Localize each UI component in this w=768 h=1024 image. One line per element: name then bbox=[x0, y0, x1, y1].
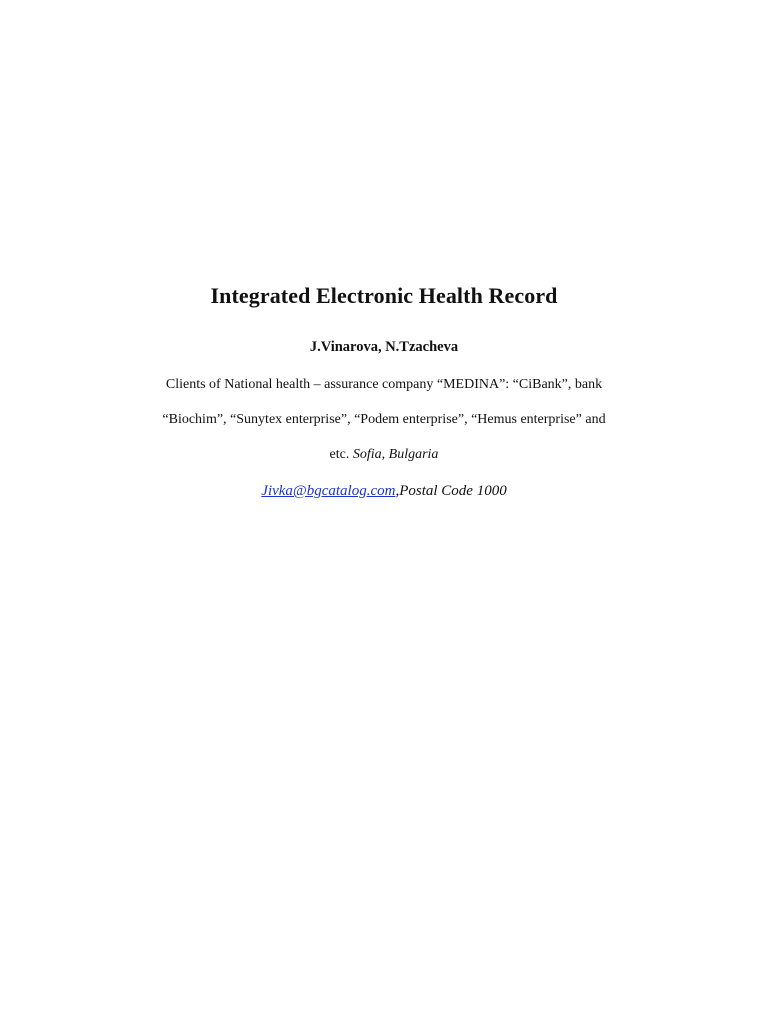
affiliation-line-3-prefix: etc. bbox=[329, 447, 353, 462]
contact-line bbox=[0, 483, 768, 500]
paper-title: Integrated Electronic Health Record bbox=[210, 283, 558, 308]
author-names: J.Vinarova, N.Tzacheva bbox=[309, 339, 459, 355]
postal-code-text: ,Postal Code 1000 bbox=[395, 483, 507, 499]
affiliation-line-3 bbox=[0, 447, 768, 463]
affiliation-line-1: Clients of National health – assurance company “MEDINA”: “CiBank”, bank bbox=[165, 377, 603, 392]
affiliation-line-2: “Biochim”, “Sunytex enterprise”, “Podem enterprise”, “Hemus enterprise” and bbox=[162, 412, 606, 427]
email-link[interactable]: Jivka@bgcatalog.com bbox=[261, 483, 396, 499]
affiliation-location: Sofia, Bulgaria bbox=[352, 447, 439, 462]
